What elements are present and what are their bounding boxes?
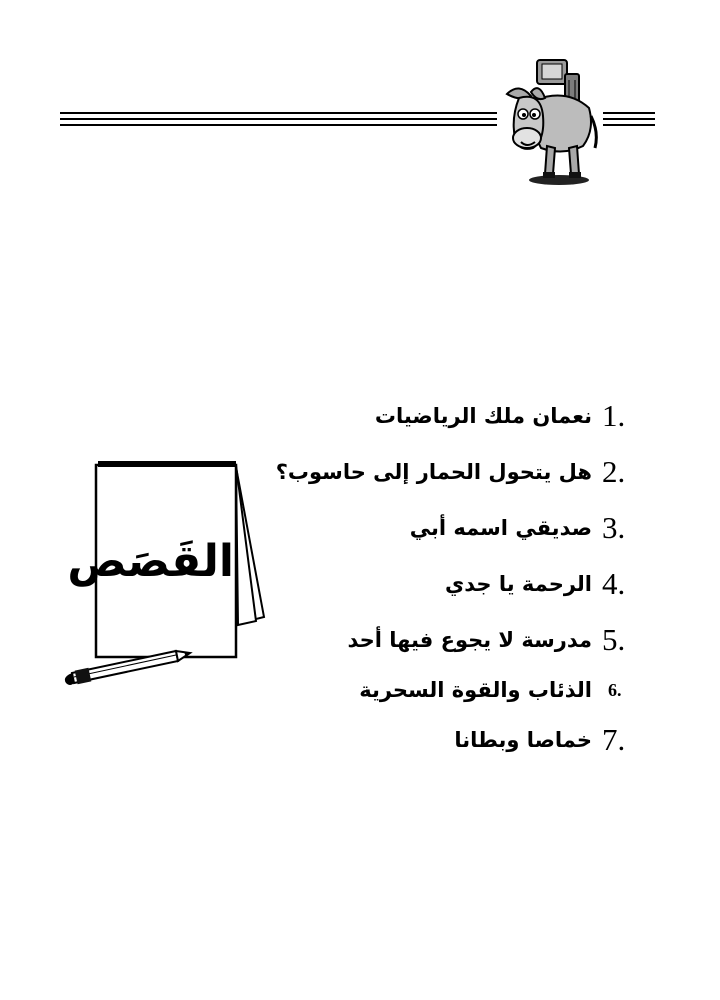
list-item: [242, 500, 642, 556]
story-number: 6.: [608, 679, 622, 700]
list-item: [242, 668, 642, 712]
header-rule-right: [603, 112, 655, 126]
story-number: 5.: [602, 622, 626, 657]
list-item: [242, 612, 642, 668]
story-title: نعمان ملك الرياضيات: [374, 404, 592, 428]
notepad-title: القَصَص: [67, 536, 234, 587]
story-number: 7.: [602, 722, 626, 757]
story-title: الذئاب والقوة السحرية: [359, 678, 592, 702]
header-rule-left: [60, 112, 497, 126]
story-title: الرحمة يا جدي: [445, 572, 592, 596]
story-list: [242, 388, 642, 768]
story-number: 3.: [602, 510, 626, 545]
story-title: صديقي اسمه أبي: [409, 516, 592, 540]
donkey-mascot-illustration: [497, 52, 601, 188]
list-item: [242, 388, 642, 444]
story-title: مدرسة لا يجوع فيها أحد: [347, 628, 592, 652]
list-item: [242, 556, 642, 612]
story-number: 4.: [602, 566, 626, 601]
story-number: 1.: [602, 398, 626, 433]
story-number: 2.: [602, 454, 626, 489]
list-item: [242, 712, 642, 768]
list-item: [242, 444, 642, 500]
story-title: هل يتحول الحمار إلى حاسوب؟: [275, 460, 592, 484]
story-title: خماصا وبطانا: [454, 728, 592, 752]
